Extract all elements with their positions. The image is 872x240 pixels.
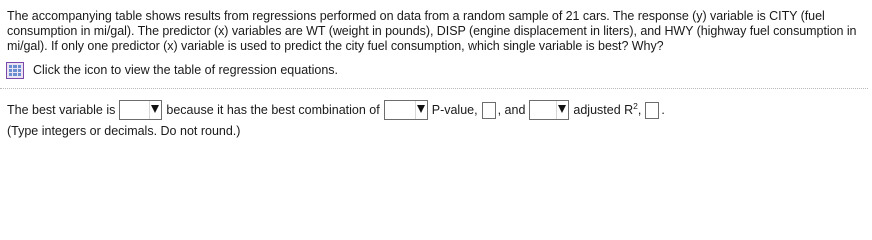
answer-prefix: The best variable is bbox=[7, 103, 116, 117]
table-link-label: Click the icon to view the table of regression equations. bbox=[33, 63, 339, 77]
section-divider bbox=[0, 88, 868, 89]
table-icon[interactable] bbox=[6, 62, 24, 79]
chevron-down-icon bbox=[417, 105, 425, 113]
question-text: The accompanying table shows results from regressions performed on data from a random sample of 21 cars. The response (y) variable is CITY (fuel consumption in mi/gal). The predictor (x) variables are WT (weight in pounds), DISP (engine displacement in liters), and HWY (highway fuel consumption in mi/gal). If only one predictor (x) variable is used to predict the city fuel consumption, which single variable is best? Why? bbox=[7, 9, 857, 53]
adjusted-compare-dropdown[interactable] bbox=[529, 100, 569, 120]
chevron-down-icon bbox=[151, 105, 159, 113]
sentence-end: . bbox=[661, 103, 665, 117]
instruction-note: (Type integers or decimals. Do not round.) bbox=[7, 124, 241, 138]
pvalue-input[interactable] bbox=[482, 102, 496, 119]
r-squared-superscript: 2 bbox=[633, 100, 638, 111]
and-label: , and bbox=[497, 103, 526, 117]
adjusted-r-label bbox=[573, 100, 642, 117]
adjusted-r-text: adjusted R bbox=[573, 103, 634, 117]
because-text: because it has the best combination of bbox=[166, 103, 380, 117]
comma: , bbox=[637, 103, 642, 117]
adjusted-r-input[interactable] bbox=[645, 102, 659, 119]
chevron-down-icon bbox=[558, 105, 566, 113]
best-variable-dropdown[interactable] bbox=[119, 100, 162, 120]
pvalue-label: P-value, bbox=[431, 103, 478, 117]
table-link-row bbox=[6, 61, 338, 79]
pvalue-compare-dropdown[interactable] bbox=[384, 100, 428, 120]
answer-row bbox=[7, 98, 665, 122]
